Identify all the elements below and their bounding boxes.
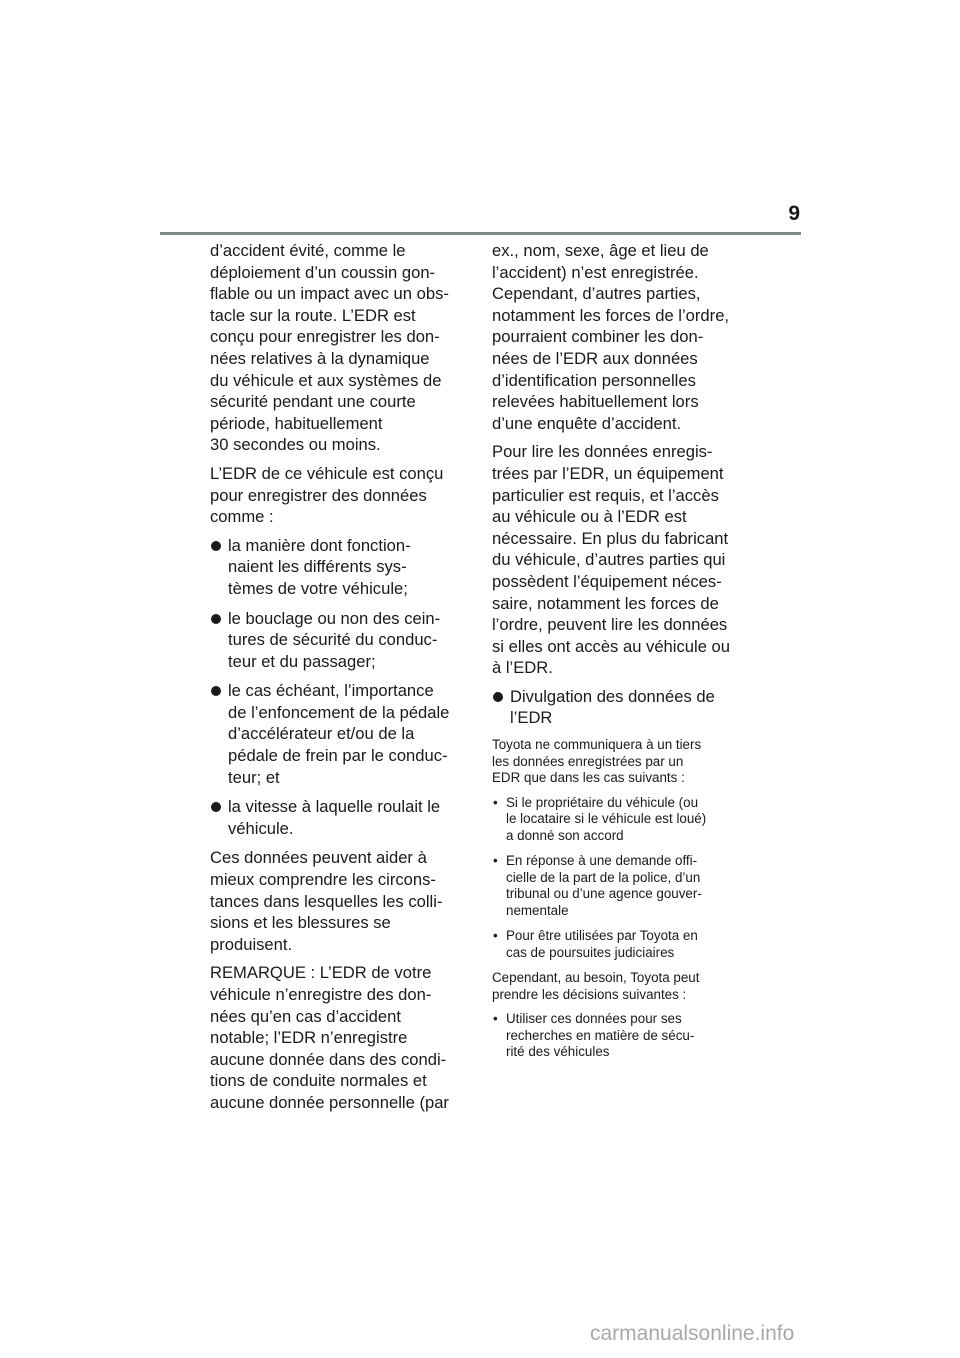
bullet-item: la vitesse à laquelle roulait le véhicule. [210,796,468,839]
left-column [210,240,468,1121]
paragraph: REMARQUE : L’EDR de votre véhicule n’enregistre des don- nées qu’en cas d’accident notable; l’EDR n’enregistre aucune donnée dans des condi- tions de conduite normales et aucune donnée personnelle (par [210,963,449,1112]
list-item: • Utiliser ces données pour ses recherches en matière de sécu- rité des véhicules [492,1011,752,1061]
right-column [492,240,752,1070]
header-rule [160,232,801,235]
paragraph: L’EDR de ce véhicule est conçu pour enregistrer des données comme : [210,463,444,527]
note-paragraph: Toyota ne communiquera à un tiers les données enregistrées par un EDR que dans les cas suivants : [492,737,702,786]
bullet-item: le bouclage ou non des cein- tures de sécurité du conduc- teur et du passager; [210,608,468,673]
list-item: • Si le propriétaire du véhicule (ou le locataire si le véhicule est loué) a donné son accord [492,795,752,845]
paragraph: d’accident évité, comme le déploiement d’un coussin gon- flable ou un impact avec un obs- tacle sur la route. L’EDR est conçu pour enregistrer les don- nées relatives à la dynamique du véhicule et aux systèmes de sécurité pendant une courte période, habituellement 30 secondes ou moins. [210,241,449,455]
page-number: 9 [788,202,800,225]
list-item: • Pour être utilisées par Toyota en cas de poursuites judiciaires [492,928,752,961]
paragraph: Pour lire les données enregis- trées par l’EDR, un équipement particulier est requis, et l’accès au véhicule ou à l’EDR est nécessaire. En plus du fabricant du véhicule, d’autres parties qui possèdent l’équipement néces- saire, notamment les forces de l’ordre, peuvent lire les données si elles ont accès au véhicule ou à l’EDR. [492,442,730,678]
note-paragraph: Cependant, au besoin, Toyota peut prendre les décisions suivantes : [492,970,700,1002]
list-item: • En réponse à une demande offi- cielle de la part de la police, d’un tribunal ou d’une agence gouver- nementale [492,853,752,919]
bullet-item: le cas échéant, l’importance de l’enfoncement de la pédale d’accélérateur et/ou de la pédale de frein par le conduc- teur; et [210,680,468,788]
bullet-item: la manière dont fonction- naient les différents sys- tèmes de votre véhicule; [210,535,468,600]
section-heading: Divulgation des données de l’EDR [492,686,752,729]
watermark: carmanualsonline.info [590,1322,795,1345]
paragraph: Ces données peuvent aider à mieux comprendre les circons- tances dans lesquelles les colli- sions et les blessures se produisent. [210,848,443,954]
paragraph: ex., nom, sexe, âge et lieu de l’accident) n’est enregistrée. Cependant, d’autres parties, notamment les forces de l’ordre, pourraient combiner les don- nées de l’EDR aux données d’identification personnelles relevées habituellement lors d’une enquête d’accident. [492,241,730,433]
